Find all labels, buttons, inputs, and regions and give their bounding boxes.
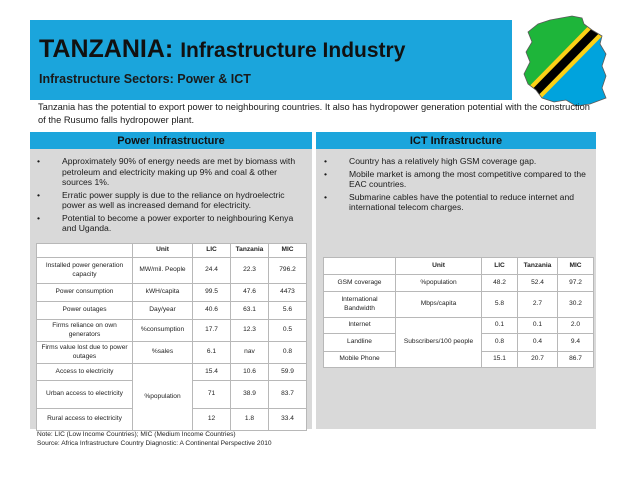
row-label: International Bandwidth [324,292,396,318]
cell-tanzania: 0.1 [518,318,558,334]
cell-lic: 99.5 [193,284,231,302]
table-row [324,318,594,334]
table-row [37,342,307,364]
bullet-dot: • [324,168,328,179]
cell-tanzania: 12.3 [231,320,269,342]
cell-mic: 83.7 [269,381,307,409]
cell-lic: 15.1 [482,352,518,368]
tanzania-flag-map-icon [520,14,608,108]
bullet-dot: • [324,156,328,166]
cell-tanzania: 38.9 [231,381,269,409]
row-label: Power consumption [37,284,133,302]
bullet-dot: • [37,156,41,166]
ict-heading: ICT Infrastructure [316,132,596,149]
cell-mic: 796.2 [269,258,307,284]
cell-lic: 48.2 [482,275,518,292]
cell-tanzania: 22.3 [231,258,269,284]
ict-bullet: • Mobile market is among the most competitive compared to the EAC countries. [324,168,586,189]
cell-lic: 17.7 [193,320,231,342]
cell-unit: Mbps/capita [396,292,482,318]
cell-tanzania: 63.1 [231,302,269,320]
cell-mic: 86.7 [558,352,594,368]
intro-text: Tanzania has the potential to export power to neighbouring countries. It also has hydropower generation potential with the construction of the Rusumo falls hydropower plant. [38,102,590,125]
power-heading: Power Infrastructure [30,132,312,149]
column-header: LIC [482,258,518,275]
row-label: Power outages [37,302,133,320]
cell-unit-merged: Subscribers/100 people [396,318,482,368]
cell-lic: 71 [193,381,231,409]
footnote [37,430,272,448]
table-row [37,320,307,342]
cell-mic: 59.9 [269,364,307,381]
row-label: Firms value lost due to power outages [37,342,133,364]
table-header-row [324,258,594,275]
cell-tanzania: nav [231,342,269,364]
power-bullet: • Approximately 90% of energy needs are met by biomass with petroleum and electricity making up 9% and coal & other sources 1%. [37,156,296,187]
cell-mic: 97.2 [558,275,594,292]
power-table [36,243,307,431]
cell-tanzania: 2.7 [518,292,558,318]
cell-mic: 33.4 [269,409,307,431]
power-bullets [37,156,307,236]
cell-mic: 0.8 [269,342,307,364]
cell-tanzania: 20.7 [518,352,558,368]
bullet-dot: • [324,191,328,202]
column-header: Tanzania [231,244,269,258]
footnote-legend: Note: LIC (Low Income Countries); MIC (Medium Income Countries) [37,431,236,438]
cell-tanzania: 10.6 [231,364,269,381]
power-bullet: • Potential to become a power exporter to neighbouring Kenya and Uganda. [37,212,294,233]
bullet-dot: • [37,212,41,223]
cell-tanzania: 47.6 [231,284,269,302]
cell-unit: MW/mil. People [133,258,193,284]
row-label: Rural access to electricity [37,409,133,431]
cell-mic: 2.0 [558,318,594,334]
cell-lic: 24.4 [193,258,231,284]
column-header [37,244,133,258]
power-panel [30,149,312,429]
title-country: TANZANIA: [39,35,174,63]
cell-unit: %population [396,275,482,292]
column-header: MIC [558,258,594,275]
ict-table [323,257,594,368]
table-row [324,292,594,318]
column-header: Unit [396,258,482,275]
row-label: GSM coverage [324,275,396,292]
row-label: Firms reliance on own generators [37,320,133,342]
cell-unit: kWH/capita [133,284,193,302]
ict-bullet: • Submarine cables have the potential to reduce internet and international telecom charges. [324,191,575,212]
cell-lic: 40.6 [193,302,231,320]
ict-bullet: • Country has a relatively high GSM coverage gap. [324,156,537,166]
cell-lic: 5.8 [482,292,518,318]
ict-panel [316,149,596,429]
row-label: Installed power generation capacity [37,258,133,284]
power-bullet: • Erratic power supply is due to the reliance on hydroelectric power as well as increased demand for electricity. [37,189,285,210]
page-subtitle: Infrastructure Sectors: Power & ICT [39,72,251,86]
column-header: MIC [269,244,307,258]
table-row [37,258,307,284]
footnote-source: Source: Africa Infrastructure Country Diagnostic: A Continental Perspective 2010 [37,440,272,447]
cell-lic: 0.1 [482,318,518,334]
page-title [39,34,405,66]
table-header-row [37,244,307,258]
table-row [37,284,307,302]
row-label: Mobile Phone [324,352,396,368]
title-banner [30,20,512,100]
cell-mic: 5.6 [269,302,307,320]
ict-bullets [324,156,586,215]
column-header: Unit [133,244,193,258]
row-label: Landline [324,334,396,352]
column-header [324,258,396,275]
cell-tanzania: 1.8 [231,409,269,431]
cell-unit: %consumption [133,320,193,342]
cell-unit: %sales [133,342,193,364]
cell-unit-merged: %population [133,364,193,431]
column-header: Tanzania [518,258,558,275]
cell-lic: 15.4 [193,364,231,381]
cell-tanzania: 0.4 [518,334,558,352]
cell-mic: 9.4 [558,334,594,352]
cell-mic: 4473 [269,284,307,302]
cell-lic: 6.1 [193,342,231,364]
cell-tanzania: 52.4 [518,275,558,292]
cell-lic: 12 [193,409,231,431]
cell-mic: 0.5 [269,320,307,342]
title-rest: Infrastructure Industry [180,39,406,62]
column-header: LIC [193,244,231,258]
cell-mic: 30.2 [558,292,594,318]
cell-lic: 0.8 [482,334,518,352]
cell-unit: Day/year [133,302,193,320]
row-label: Access to electricity [37,364,133,381]
table-row [37,364,307,381]
row-label: Internet [324,318,396,334]
table-row [324,275,594,292]
bullet-dot: • [37,189,41,200]
row-label: Urban access to electricity [37,381,133,409]
table-row [37,302,307,320]
